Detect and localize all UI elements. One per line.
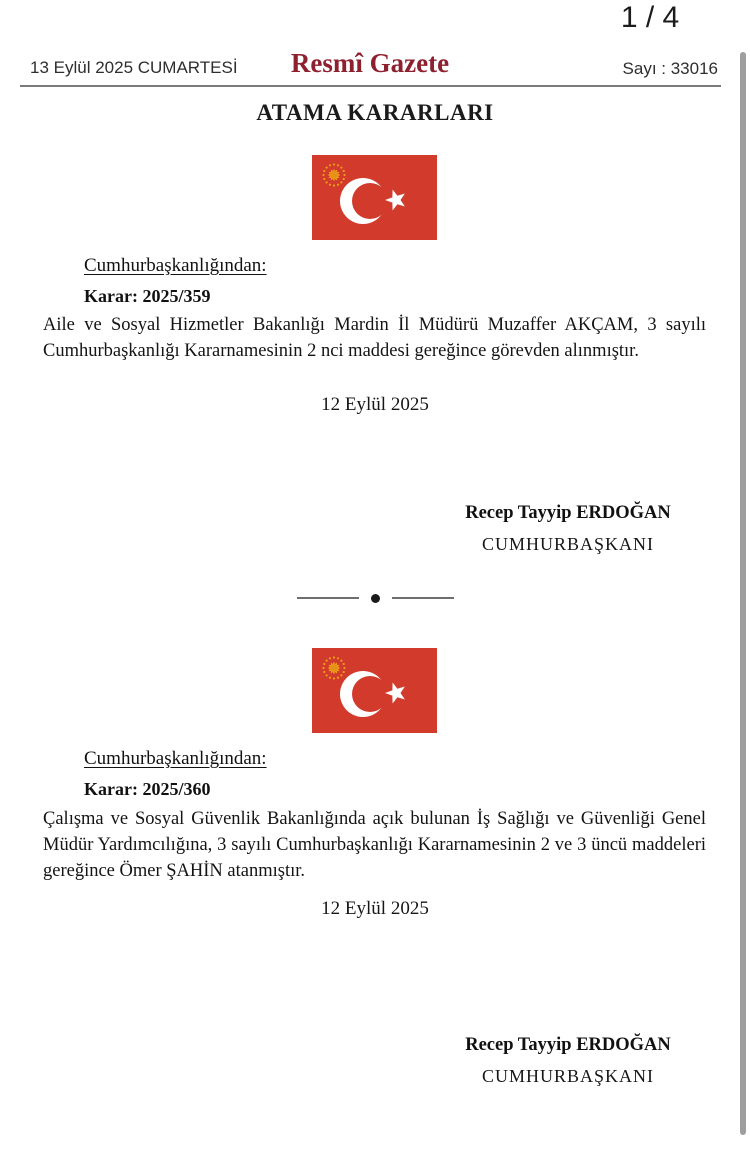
- divider-line-left: [297, 597, 359, 599]
- page-indicator: 1 / 4: [620, 1, 680, 34]
- decree-date: 12 Eylül 2025: [321, 394, 429, 415]
- section-source: Cumhurbaşkanlığından:: [84, 748, 267, 769]
- gazette-title: Resmî Gazete: [290, 48, 450, 78]
- header-date: 13 Eylül 2025 CUMARTESİ: [30, 58, 238, 77]
- section-divider: [0, 592, 750, 604]
- decision-number: Karar: 2025/360: [84, 779, 211, 799]
- signer-name: Recep Tayyip ERDOĞAN: [465, 503, 671, 523]
- decree-date: 12 Eylül 2025: [321, 898, 429, 919]
- header-divider-rule: [20, 85, 721, 87]
- divider-dot-icon: [371, 594, 380, 603]
- signature-block: [428, 1035, 708, 1087]
- signer-name: Recep Tayyip ERDOĞAN: [465, 1035, 671, 1055]
- turkish-presidential-flag-image: [312, 648, 437, 733]
- decree-body-text: Çalışma ve Sosyal Güvenlik Bakanlığında açık bulunan İş Sağlığı ve Güvenliği Genel Müdür Yardımcılığına, 3 sayılı Cumhurbaşkanlığı Kararnamesinin 2 ve 3 üncü maddeleri gereğince Ömer ŞAHİN atanmıştır.: [43, 809, 706, 881]
- section-source: Cumhurbaşkanlığından:: [84, 255, 267, 276]
- scrollbar[interactable]: [740, 52, 746, 1135]
- decision-number: Karar: 2025/359: [84, 286, 211, 306]
- document-heading: ATAMA KARARLARI: [256, 100, 494, 125]
- turkish-presidential-flag-image: [312, 155, 437, 240]
- header-issue-number: Sayı : 33016: [622, 59, 718, 78]
- decree-body-text: Aile ve Sosyal Hizmetler Bakanlığı Mardin İl Müdürü Muzaffer AKÇAM, 3 sayılı Cumhurbaşkanlığı Kararnamesinin 2 nci maddesi gereğince görevden alınmıştır.: [43, 315, 706, 361]
- divider-line-right: [392, 597, 454, 599]
- signature-block: [428, 503, 708, 555]
- signer-title: CUMHURBAŞKANI: [481, 534, 655, 554]
- signer-title: CUMHURBAŞKANI: [481, 1066, 655, 1086]
